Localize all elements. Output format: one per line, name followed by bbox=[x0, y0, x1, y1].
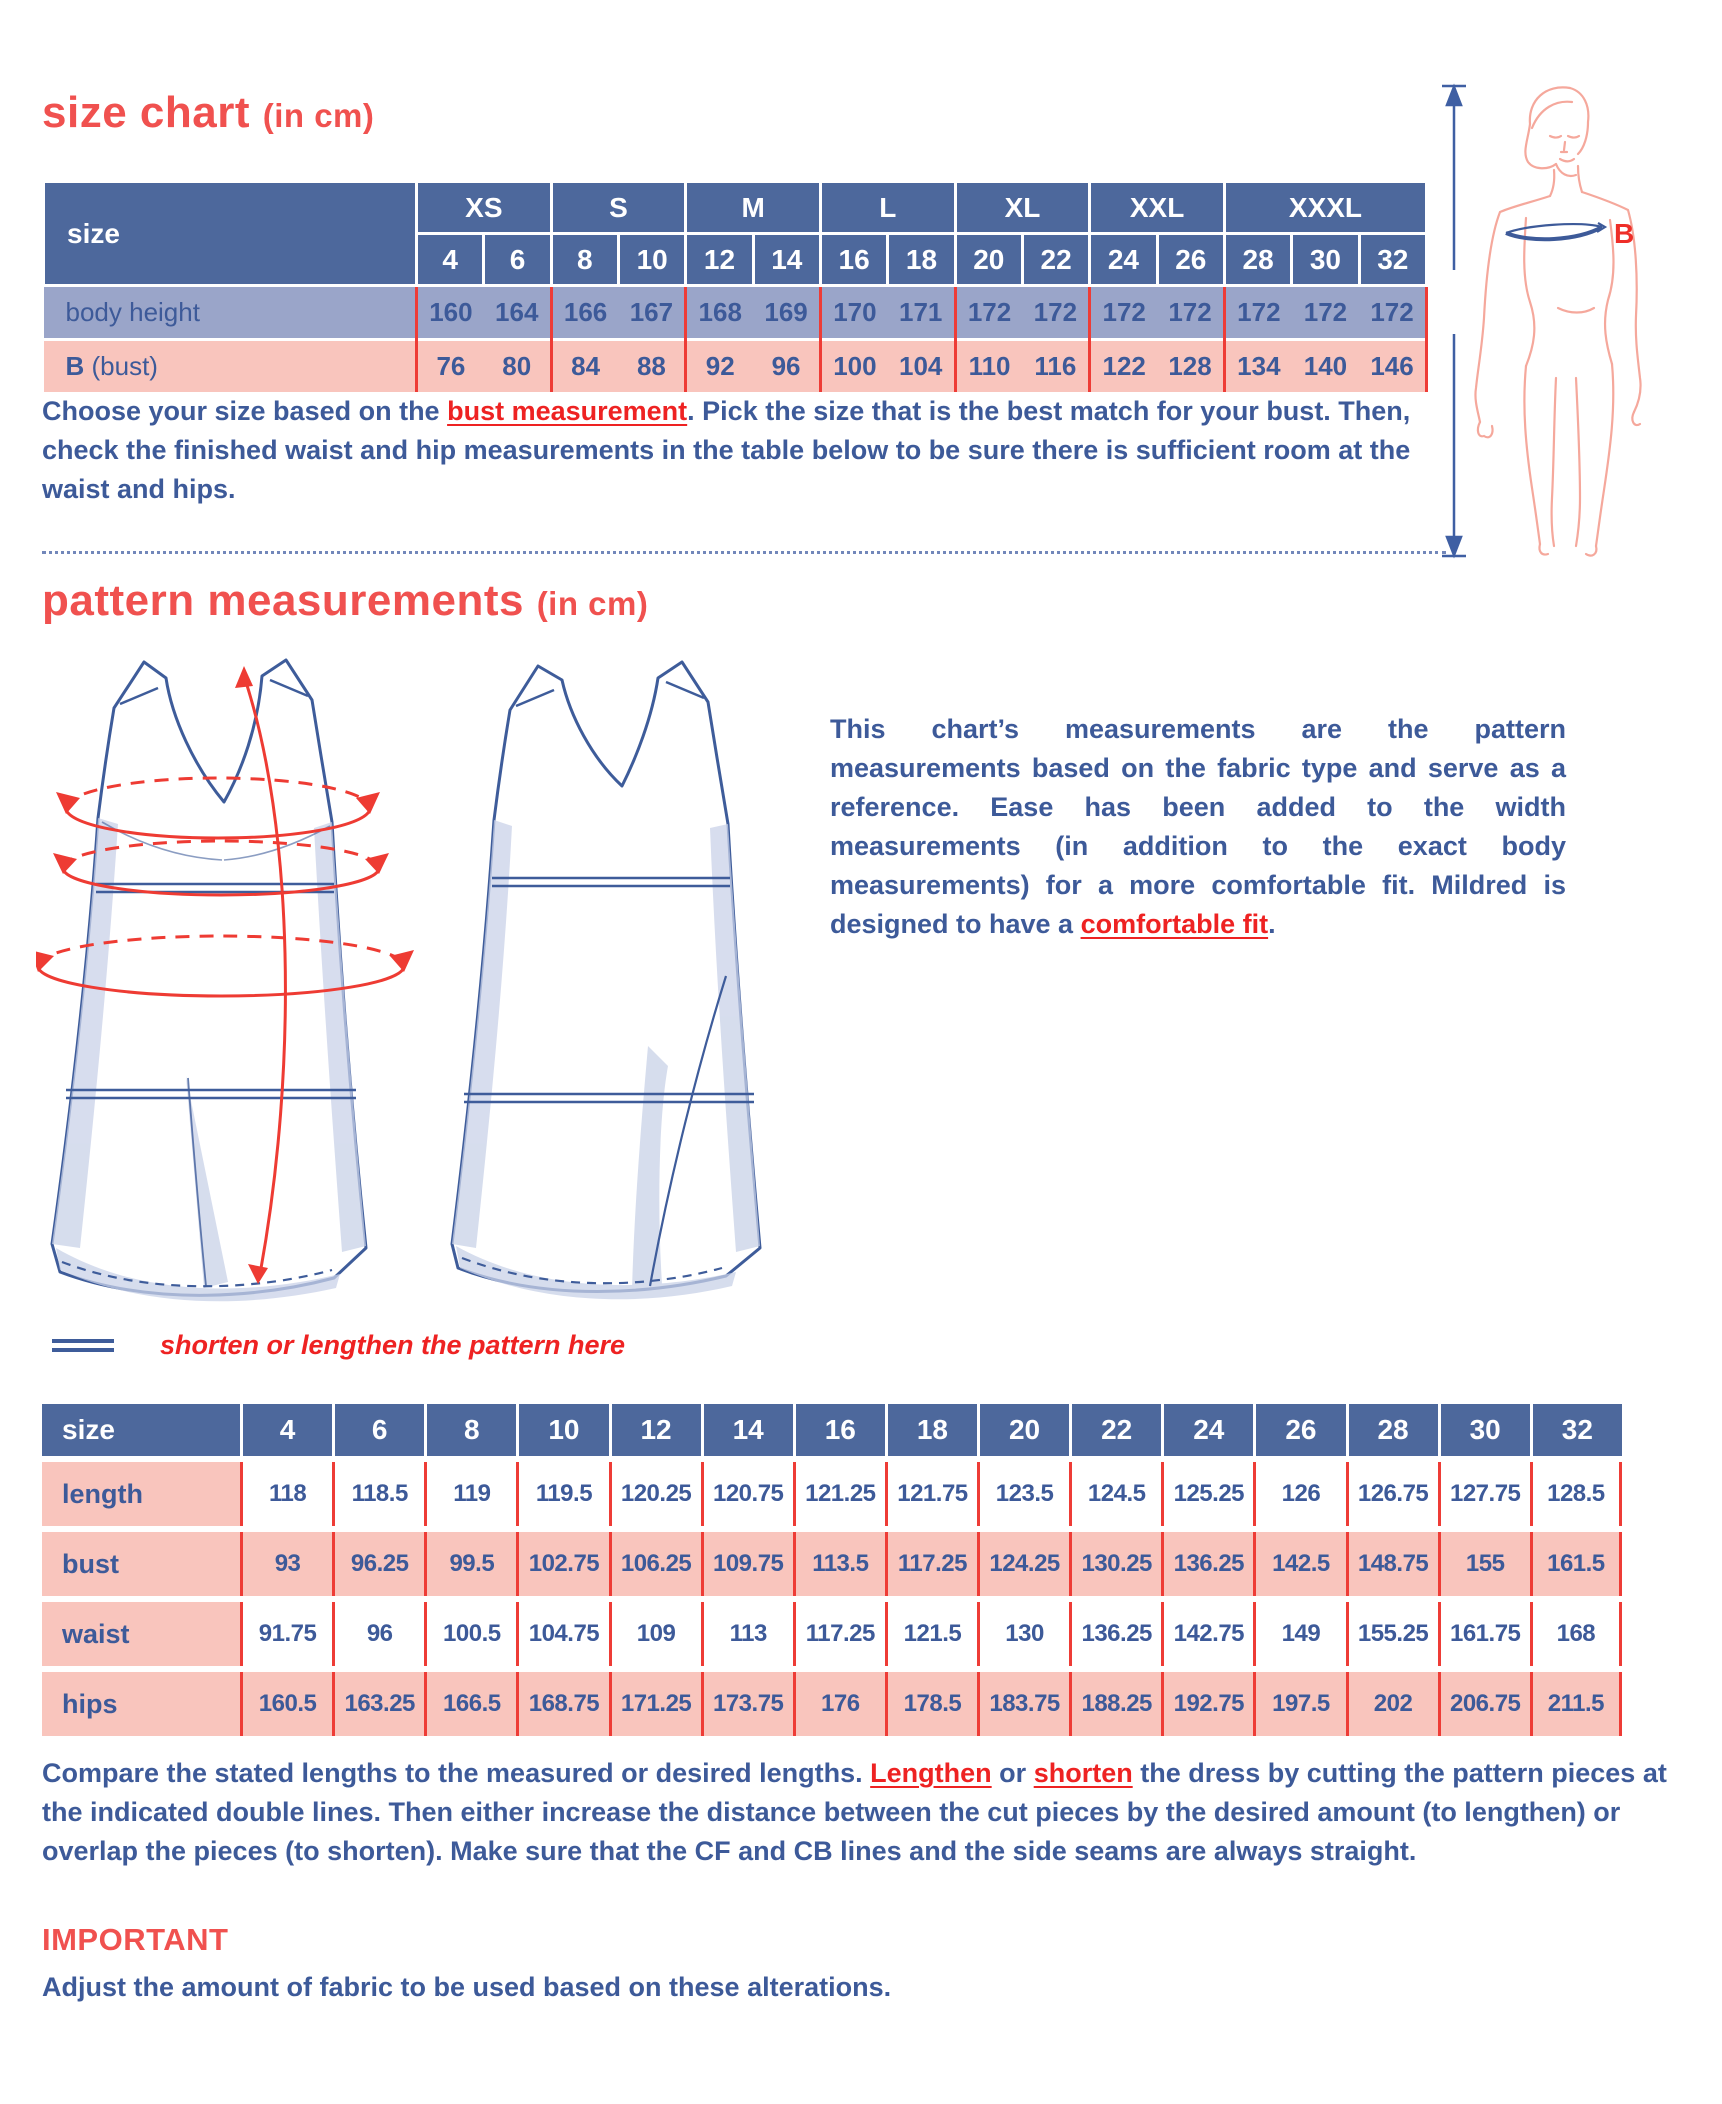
pattern-row-label: length bbox=[42, 1462, 240, 1526]
pattern-measurement-cell: 155 bbox=[1438, 1532, 1530, 1596]
text-segment: Compare the stated lengths to the measured or desired lengths. bbox=[42, 1758, 871, 1788]
pattern-measurement-cell: 168.75 bbox=[516, 1672, 608, 1736]
pattern-measurement-cell: 161.5 bbox=[1530, 1532, 1622, 1596]
size-col-22: 22 bbox=[1022, 234, 1089, 286]
pattern-measurement-cell: 188.25 bbox=[1069, 1672, 1161, 1736]
pattern-measurement-cell: 130.25 bbox=[1069, 1532, 1161, 1596]
measurement-cell: 146 bbox=[1359, 340, 1426, 393]
size-group-s: S bbox=[551, 182, 686, 234]
size-col-10: 10 bbox=[618, 234, 685, 286]
size-chart-row bbox=[44, 340, 1427, 393]
pattern-measurement-cell: 211.5 bbox=[1530, 1672, 1622, 1736]
pattern-measurement-cell: 197.5 bbox=[1253, 1672, 1345, 1736]
pattern-measurement-cell: 119 bbox=[424, 1462, 516, 1526]
measurement-cell: 171 bbox=[888, 286, 955, 340]
size-chart-title bbox=[42, 88, 374, 138]
measurement-cell: 169 bbox=[753, 286, 820, 340]
pattern-measurement-cell: 148.75 bbox=[1346, 1532, 1438, 1596]
pattern-size-col-14: 14 bbox=[701, 1404, 793, 1456]
measurement-cell: 172 bbox=[1090, 286, 1157, 340]
body-height-arrow bbox=[1442, 86, 1466, 556]
pattern-description-paragraph bbox=[830, 710, 1566, 944]
pattern-measurement-cell: 124.5 bbox=[1069, 1462, 1161, 1526]
measurement-cell: 172 bbox=[1359, 286, 1426, 340]
pattern-measurement-cell: 126 bbox=[1253, 1462, 1345, 1526]
measurement-cell: 168 bbox=[686, 286, 753, 340]
bust-label: B bbox=[1614, 218, 1635, 249]
pattern-measurement-cell: 123.5 bbox=[977, 1462, 1069, 1526]
pattern-size-col-10: 10 bbox=[516, 1404, 608, 1456]
size-col-4: 4 bbox=[417, 234, 484, 286]
text-segment: . Pick the size that is the best match for your bust. Then, check the finished waist and hip measurements in the table below to be sure there is sufficient room at the waist and hips. bbox=[42, 396, 1411, 504]
measurement-cell: 104 bbox=[888, 340, 955, 393]
pattern-measurement-cell: 106.25 bbox=[609, 1532, 701, 1596]
pattern-size-col-26: 26 bbox=[1253, 1404, 1345, 1456]
size-corner-label: size bbox=[44, 182, 417, 286]
measurement-cell: 96 bbox=[753, 340, 820, 393]
pattern-measurement-cell: 126.75 bbox=[1346, 1462, 1438, 1526]
inline-link[interactable]: Lengthen bbox=[870, 1758, 992, 1788]
measurement-cell: 167 bbox=[618, 286, 685, 340]
measurement-cell: 172 bbox=[1292, 286, 1359, 340]
size-chart-title-text: size chart bbox=[42, 88, 250, 137]
row-label: body height bbox=[44, 286, 417, 340]
pattern-measurement-cell: 142.75 bbox=[1161, 1602, 1253, 1666]
pattern-row-bust bbox=[42, 1532, 1622, 1596]
pattern-size-col-4: 4 bbox=[240, 1404, 332, 1456]
measurement-cell: 116 bbox=[1022, 340, 1089, 393]
pattern-measurement-cell: 120.25 bbox=[609, 1462, 701, 1526]
measurement-cell: 134 bbox=[1224, 340, 1291, 393]
pattern-measurements-unit: (in cm) bbox=[536, 585, 649, 622]
measurement-cell: 92 bbox=[686, 340, 753, 393]
pattern-measurement-cell: 149 bbox=[1253, 1602, 1345, 1666]
bust-measure-line bbox=[1506, 223, 1605, 239]
size-col-14: 14 bbox=[753, 234, 820, 286]
size-col-20: 20 bbox=[955, 234, 1022, 286]
pattern-measurement-cell: 91.75 bbox=[240, 1602, 332, 1666]
pattern-measurement-cell: 117.25 bbox=[885, 1532, 977, 1596]
size-col-6: 6 bbox=[484, 234, 551, 286]
pattern-measurement-cell: 183.75 bbox=[977, 1672, 1069, 1736]
pattern-measurement-cell: 119.5 bbox=[516, 1462, 608, 1526]
measurement-cell: 164 bbox=[484, 286, 551, 340]
woman-outline bbox=[1475, 87, 1640, 555]
pattern-measurement-cell: 136.25 bbox=[1069, 1602, 1161, 1666]
pattern-corner-label: size bbox=[42, 1404, 240, 1456]
pattern-measurement-cell: 142.5 bbox=[1253, 1532, 1345, 1596]
row-label: B (bust) bbox=[44, 340, 417, 393]
size-advice-paragraph bbox=[42, 392, 1442, 509]
dress-back-view bbox=[452, 662, 760, 1299]
pattern-row-label: waist bbox=[42, 1602, 240, 1666]
pattern-measurement-cell: 168 bbox=[1530, 1602, 1622, 1666]
pattern-measurements-table bbox=[42, 1398, 1622, 1742]
body-figure-illustration bbox=[1438, 78, 1718, 565]
measurement-cell: 122 bbox=[1090, 340, 1157, 393]
size-group-l: L bbox=[820, 182, 955, 234]
pattern-row-waist bbox=[42, 1602, 1622, 1666]
measurement-cell: 166 bbox=[551, 286, 618, 340]
measurement-cell: 80 bbox=[484, 340, 551, 393]
pattern-size-col-24: 24 bbox=[1161, 1404, 1253, 1456]
measurement-cell: 88 bbox=[618, 340, 685, 393]
pattern-measurement-cell: 102.75 bbox=[516, 1532, 608, 1596]
measurement-cell: 84 bbox=[551, 340, 618, 393]
size-col-26: 26 bbox=[1157, 234, 1224, 286]
pattern-measurements-title-text: pattern measurements bbox=[42, 576, 524, 625]
size-col-18: 18 bbox=[888, 234, 955, 286]
text-segment: Choose your size based on the bbox=[42, 396, 448, 426]
alteration-paragraph bbox=[42, 1754, 1694, 1871]
measurement-cell: 172 bbox=[1157, 286, 1224, 340]
pattern-measurement-cell: 166.5 bbox=[424, 1672, 516, 1736]
size-group-m: M bbox=[686, 182, 821, 234]
pattern-measurement-cell: 125.25 bbox=[1161, 1462, 1253, 1526]
pattern-measurement-cell: 124.25 bbox=[977, 1532, 1069, 1596]
pattern-measurement-cell: 117.25 bbox=[793, 1602, 885, 1666]
pattern-measurement-cell: 176 bbox=[793, 1672, 885, 1736]
pattern-size-col-28: 28 bbox=[1346, 1404, 1438, 1456]
size-chart-table bbox=[42, 180, 1428, 392]
pattern-measurement-cell: 104.75 bbox=[516, 1602, 608, 1666]
measurement-cell: 170 bbox=[820, 286, 887, 340]
pattern-measurement-cell: 171.25 bbox=[609, 1672, 701, 1736]
pattern-row-hips bbox=[42, 1672, 1622, 1736]
pattern-row-length bbox=[42, 1462, 1622, 1526]
measurement-cell: 160 bbox=[417, 286, 484, 340]
size-col-32: 32 bbox=[1359, 234, 1426, 286]
pattern-row-label: bust bbox=[42, 1532, 240, 1596]
pattern-measurement-cell: 96 bbox=[332, 1602, 424, 1666]
inline-link[interactable]: shorten bbox=[1033, 1758, 1133, 1788]
pattern-size-col-8: 8 bbox=[424, 1404, 516, 1456]
inline-link[interactable]: bust measurement bbox=[447, 396, 688, 426]
size-chart-row bbox=[44, 286, 1427, 340]
pattern-measurements-title bbox=[42, 576, 648, 626]
pattern-measurement-cell: 163.25 bbox=[332, 1672, 424, 1736]
pattern-measurement-cell: 128.5 bbox=[1530, 1462, 1622, 1526]
measurement-cell: 128 bbox=[1157, 340, 1224, 393]
pattern-measurement-cell: 100.5 bbox=[424, 1602, 516, 1666]
measurement-cell: 172 bbox=[955, 286, 1022, 340]
important-heading: IMPORTANT bbox=[42, 1922, 229, 1957]
measurement-cell: 172 bbox=[1022, 286, 1089, 340]
pattern-measurement-cell: 206.75 bbox=[1438, 1672, 1530, 1736]
pattern-measurement-cell: 155.25 bbox=[1346, 1602, 1438, 1666]
pattern-measurement-cell: 96.25 bbox=[332, 1532, 424, 1596]
pattern-measurement-cell: 121.25 bbox=[793, 1462, 885, 1526]
important-paragraph: Adjust the amount of fabric to be used based on these alterations. bbox=[42, 1972, 892, 2002]
measurement-cell: 140 bbox=[1292, 340, 1359, 393]
dress-front-view bbox=[36, 660, 414, 1301]
size-col-8: 8 bbox=[551, 234, 618, 286]
size-col-30: 30 bbox=[1292, 234, 1359, 286]
measurement-cell: 100 bbox=[820, 340, 887, 393]
measurement-cell: 110 bbox=[955, 340, 1022, 393]
pattern-measurement-cell: 109.75 bbox=[701, 1532, 793, 1596]
size-group-xs: XS bbox=[417, 182, 552, 234]
pattern-size-col-30: 30 bbox=[1438, 1404, 1530, 1456]
text-segment: . bbox=[1268, 909, 1276, 939]
pattern-measurement-cell: 93 bbox=[240, 1532, 332, 1596]
section-divider bbox=[42, 551, 1446, 554]
pattern-measurement-cell: 161.75 bbox=[1438, 1602, 1530, 1666]
pattern-size-col-18: 18 bbox=[885, 1404, 977, 1456]
pattern-measurement-cell: 160.5 bbox=[240, 1672, 332, 1736]
pattern-measurement-cell: 121.5 bbox=[885, 1602, 977, 1666]
pattern-measurement-cell: 118.5 bbox=[332, 1462, 424, 1526]
pattern-measurement-cell: 99.5 bbox=[424, 1532, 516, 1596]
text-segment: or bbox=[991, 1758, 1034, 1788]
pattern-measurement-cell: 192.75 bbox=[1161, 1672, 1253, 1736]
text-segment: This chart’s measurements are the pattern measurements based on the fabric type and serve as a reference. Ease has been added to the width measurements (in addition to the exact body measurements) for a more comfortable fit. Mildred is designed to have a bbox=[830, 714, 1566, 939]
inline-link[interactable]: comfortable fit bbox=[1080, 909, 1269, 939]
pattern-size-col-12: 12 bbox=[609, 1404, 701, 1456]
pattern-size-col-6: 6 bbox=[332, 1404, 424, 1456]
pattern-measurement-cell: 130 bbox=[977, 1602, 1069, 1666]
pattern-measurement-cell: 120.75 bbox=[701, 1462, 793, 1526]
pattern-measurement-cell: 118 bbox=[240, 1462, 332, 1526]
shorten-lengthen-legend bbox=[48, 1330, 625, 1361]
pattern-size-col-22: 22 bbox=[1069, 1404, 1161, 1456]
size-col-12: 12 bbox=[686, 234, 753, 286]
pattern-measurement-cell: 113.5 bbox=[793, 1532, 885, 1596]
size-col-16: 16 bbox=[820, 234, 887, 286]
pattern-size-col-20: 20 bbox=[977, 1404, 1069, 1456]
legend-text: shorten or lengthen the pattern here bbox=[160, 1330, 626, 1360]
pattern-measurement-cell: 202 bbox=[1346, 1672, 1438, 1736]
pattern-measurement-cell: 173.75 bbox=[701, 1672, 793, 1736]
pattern-measurement-cell: 178.5 bbox=[885, 1672, 977, 1736]
size-col-28: 28 bbox=[1224, 234, 1291, 286]
double-line-icon bbox=[52, 1334, 114, 1357]
pattern-measurement-cell: 127.75 bbox=[1438, 1462, 1530, 1526]
size-chart-unit: (in cm) bbox=[262, 97, 375, 134]
pattern-size-col-32: 32 bbox=[1530, 1404, 1622, 1456]
text-segment: the dress by cutting the pattern pieces at the indicated double lines. Then either increase the distance between the cut pieces by the desired amount (to lengthen) or overlap the pieces (to shorten). Make sure that the CF and CB lines and the side seams are always straight. bbox=[42, 1758, 1667, 1866]
size-col-24: 24 bbox=[1090, 234, 1157, 286]
pattern-measurement-cell: 136.25 bbox=[1161, 1532, 1253, 1596]
measurement-cell: 172 bbox=[1224, 286, 1291, 340]
measurement-cell: 76 bbox=[417, 340, 484, 393]
pattern-measurement-cell: 121.75 bbox=[885, 1462, 977, 1526]
size-group-xxxl: XXXL bbox=[1224, 182, 1426, 234]
pattern-measurement-cell: 109 bbox=[609, 1602, 701, 1666]
size-group-xxl: XXL bbox=[1090, 182, 1225, 234]
dress-technical-drawing bbox=[36, 646, 826, 1318]
pattern-size-col-16: 16 bbox=[793, 1404, 885, 1456]
pattern-row-label: hips bbox=[42, 1672, 240, 1736]
pattern-measurement-cell: 113 bbox=[701, 1602, 793, 1666]
size-group-xl: XL bbox=[955, 182, 1090, 234]
